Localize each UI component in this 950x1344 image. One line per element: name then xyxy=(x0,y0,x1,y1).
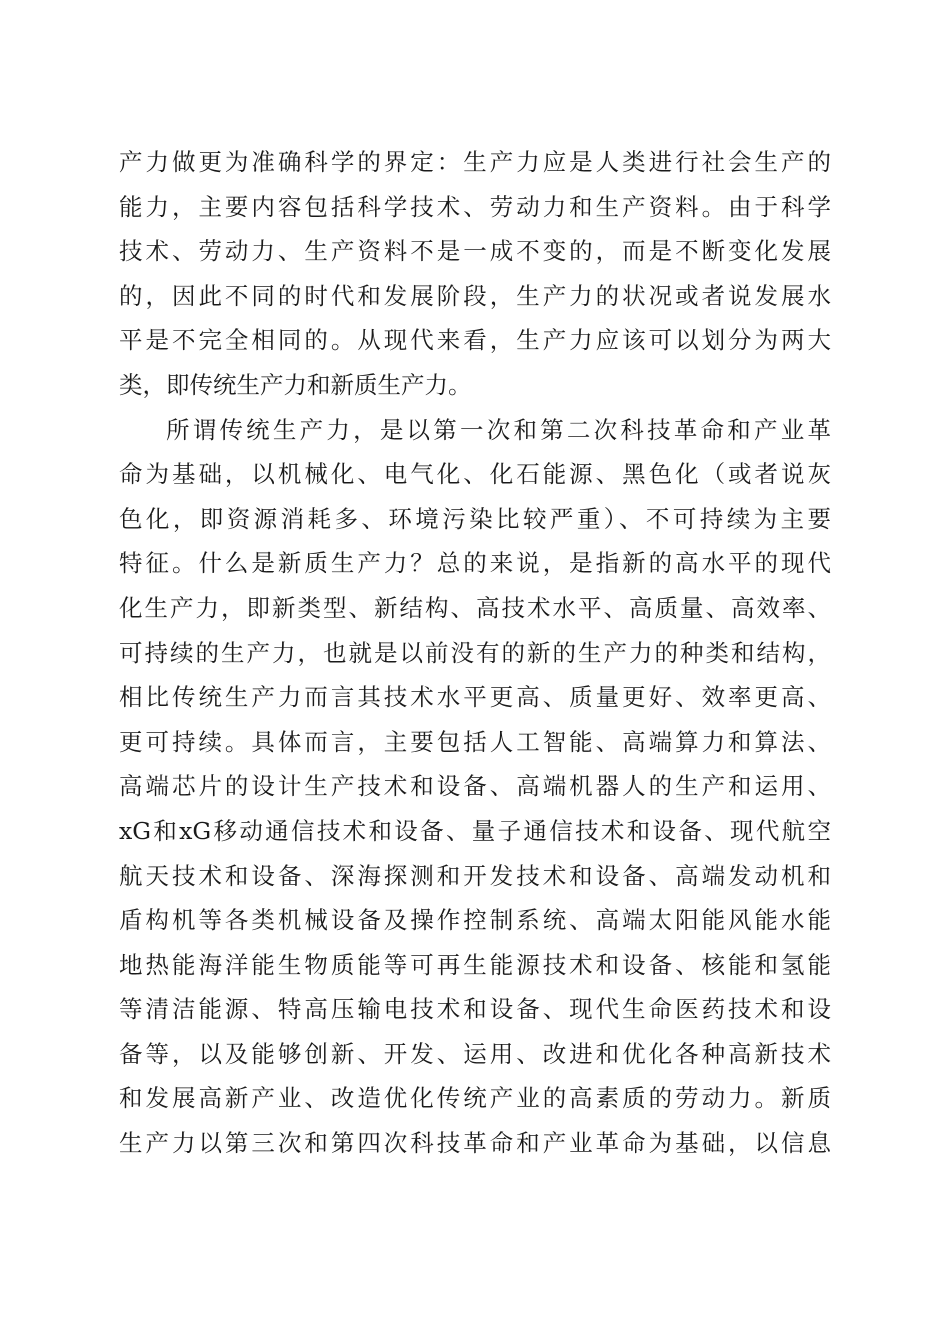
text-line: 生产力以第三次和第四次科技革命和产业革命为基础，以信息 xyxy=(119,1129,831,1158)
text-line: 地热能海洋能生物质能等可再生能源技术和设备、核能和氢能 xyxy=(119,950,831,979)
text-line: 高端芯片的设计生产技术和设备、高端机器人的生产和运用、 xyxy=(119,772,831,801)
text-line: 相比传统生产力而言其技术水平更高、质量更好、效率更高、 xyxy=(119,683,831,712)
text-line: 备等，以及能够创新、开发、运用、改进和优化各种高新技术 xyxy=(119,1039,831,1068)
text-line: 等清洁能源、特高压输电技术和设备、现代生命医药技术和设 xyxy=(119,995,831,1024)
text-line: 命为基础，以机械化、电气化、化石能源、黑色化（或者说灰 xyxy=(119,460,831,489)
body-text xyxy=(119,140,831,1166)
text-line: 类，即传统生产力和新质生产力。 xyxy=(119,370,472,399)
text-line: 所谓传统生产力，是以第一次和第二次科技革命和产业革 xyxy=(166,415,831,444)
text-line: 可持续的生产力，也就是以前没有的新的生产力的种类和结构， xyxy=(119,638,831,667)
text-line: 平是不完全相同的。从现代来看，生产力应该可以划分为两大 xyxy=(119,326,831,355)
text-line: 航天技术和设备、深海探测和开发技术和设备、高端发动机和 xyxy=(119,861,831,890)
text-line: 更可持续。具体而言，主要包括人工智能、高端算力和算法、 xyxy=(119,727,831,756)
text-line: 色化，即资源消耗多、环境污染比较严重）、不可持续为主要 xyxy=(119,504,831,533)
text-line: 特征。什么是新质生产力？总的来说，是指新的高水平的现代 xyxy=(119,549,831,578)
text-line: 盾构机等各类机械设备及操作控制系统、高端太阳能风能水能 xyxy=(119,906,831,935)
text-line: 的，因此不同的时代和发展阶段，生产力的状况或者说发展水 xyxy=(119,281,831,310)
text-line: 和发展高新产业、改造优化传统产业的高素质的劳动力。新质 xyxy=(119,1084,831,1113)
text-line: 化生产力，即新类型、新结构、高技术水平、高质量、高效率、 xyxy=(119,593,831,622)
text-line: 技术、劳动力、生产资料不是一成不变的，而是不断变化发展 xyxy=(119,237,831,266)
paragraph-1 xyxy=(119,140,831,408)
text-line: 能力，主要内容包括科学技术、劳动力和生产资料。由于科学 xyxy=(119,192,831,221)
text-line: 产力做更为准确科学的界定：生产力应是人类进行社会生产的 xyxy=(119,148,831,176)
text-line: xG和xG移动通信技术和设备、量子通信技术和设备、现代航空 xyxy=(119,816,831,845)
paragraph-2 xyxy=(119,408,831,1166)
